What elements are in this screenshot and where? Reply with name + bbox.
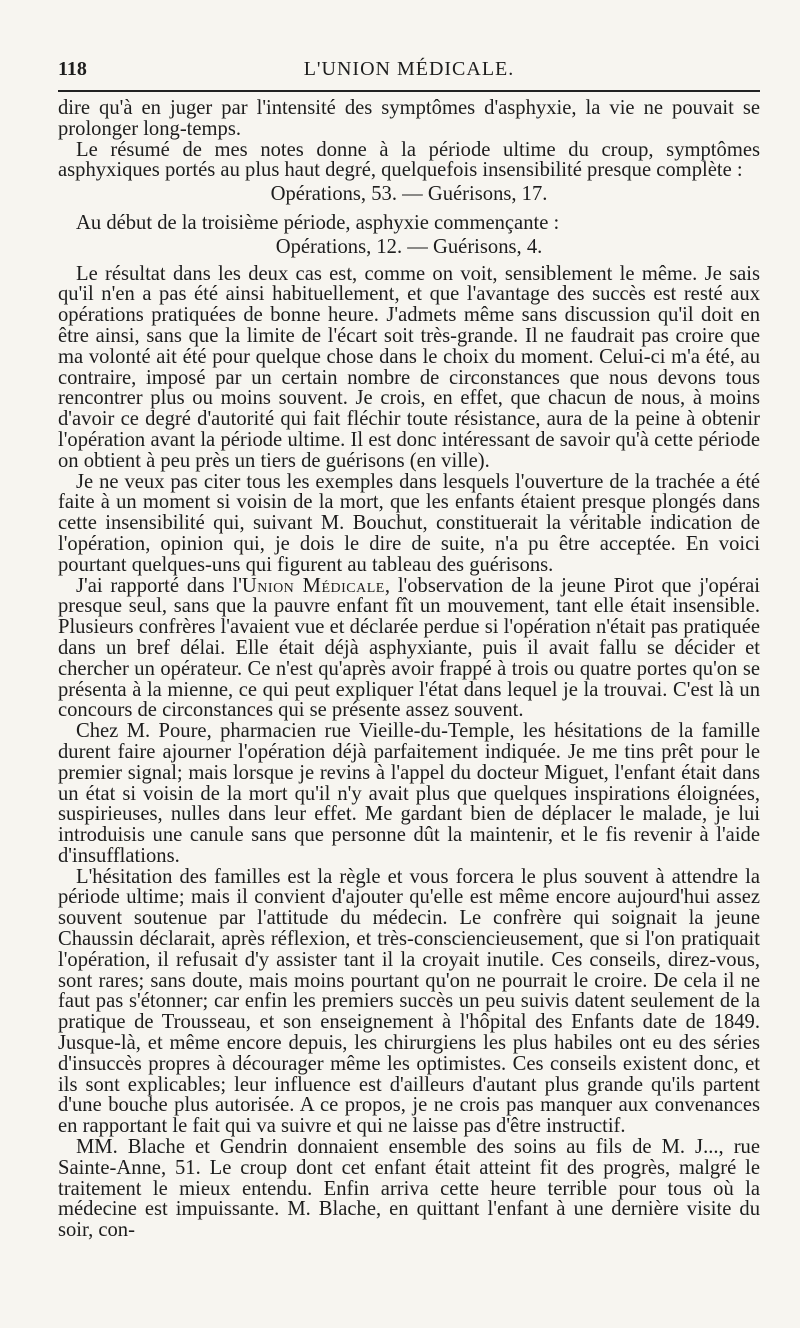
- paragraph-text: , l'observation de la jeune Pirot que j'opérai presque seul, sans que la pauvre enfant fît un mouvement, tant elle était insensible. Plusieurs confrères l'avaient vue et déclarée perdue si l'opération n'était pas pratiquée dans un bref délai. Elle était déjà asphyxiante, puis il avait fallu se décider et chercher un opérateur. Ce n'est qu'après avoir frappé à trois ou quatre portes qu'on se présenta à la mienne, ce qui peut expliquer l'état dans lequel je la trouvai. C'est là un concours de circonstances qui se présente assez souvent.: [58, 574, 760, 722]
- paragraph: MM. Blache et Gendrin donnaient ensemble des soins au fils de M. J..., rue Sainte-Anne, 51. Le croup dont cet enfant était atteint fit des progrès, malgré le traitement le mieux entendu. Enfin arriva cette heure terrible pour tous où la médecine est impuissante. M. Blache, en quittant l'enfant à une dernière visite du soir, con-: [58, 1136, 760, 1242]
- running-title: L'UNION MÉDICALE.: [303, 58, 515, 80]
- statistics-line: Opérations, 12. — Guérisons, 4.: [275, 235, 543, 258]
- paragraph: [58, 576, 760, 722]
- paragraph: Le résultat dans les deux cas est, comme on voit, sensiblement le même. Je sais qu'il n'en a pas été ainsi habituellement, et que l'avantage des succès est resté aux opérations pratiquées de bonne heure. J'admets même sans discussion qu'il doit en être ainsi, sans que la limite de l'écart soit très-grande. Il ne faudrait pas croire que ma volonté ait été pour quelque chose dans le choix du moment. Celui-ci m'a été, au contraire, imposé par un certain nombre de circonstances que nous devons tous rencontrer plus ou moins souvent. Je crois, en effet, que chacun de nous, à moins d'avoir ce degré d'autorité qui fait fléchir toute résistance, aura de la peine à obtenir l'opération avant la période ultime. Il est donc intéressant de savoir qu'à cette période on obtient à peu près un tiers de guérisons (en ville).: [58, 262, 760, 472]
- journal-name: Union Médicale: [241, 574, 385, 597]
- paragraph: Le résumé de mes notes donne à la période ultime du croup, symptômes asphyxiques portés au plus haut degré, quelquefois insensibilité presque complète :: [58, 138, 760, 182]
- paragraph: Je ne veux pas citer tous les exemples dans lesquels l'ouverture de la trachée a été faite à un moment si voisin de la mort, que les enfants étaient presque plongés dans cette insensibilité qui, suivant M. Bouchut, constituerait la véritable indication de l'opération, opinion qui, je dois le dire de suite, n'a pu être acceptée. En voici pourtant quelques-uns qui figurent au tableau des guérisons.: [58, 470, 760, 576]
- paragraph: L'hésitation des familles est la règle et vous forcera le plus souvent à attendre la période ultime; mais il convient d'ajouter qu'elle est même encore aujourd'hui assez souvent soutenue par l'attitude du médecin. Le confrère qui soignait la jeune Chaussin déclarait, après réflexion, et très-consciencieusement, que si l'on pratiquait l'opération, il refusait d'y assister tant il la croyait inutile. Ces conseils, direz-vous, sont rares; sans doute, mais moins pourtant qu'on ne pourrait le croire. De cela il ne faut pas s'étonner; car enfin les premiers succès un peu suivis datent seulement de la pratique de Trousseau, et son enseignement à l'hôpital des Enfants date de 1849. Jusque-là, et même encore depuis, les chirurgiens les plus habiles ont eu des séries d'insuccès propres à décourager même les optimistes. Ces conseils existent donc, et ils sont explicables; leur influence est d'ailleurs d'autant plus grande qu'ils partent d'une bouche plus autorisée. A ce propos, je ne crois pas manquer aux convenances en rapportant le fait qui va suivre et qui ne laisse pas d'être instructif.: [58, 865, 760, 1138]
- paragraph: Chez M. Poure, pharmacien rue Vieille-du-Temple, les hésitations de la famille durent faire ajourner l'opération déjà parfaitement indiquée. Je me tins prêt pour le premier signal; mais lorsque je revins à l'appel du docteur Miguet, l'enfant était dans un état si voisin de la mort qu'il n'y avait plus que quelques inspirations éloignées, suspirieuses, nulles dans leur effet. Me gardant bien de déplacer le malade, je lui introduisis une canule sans que personne dût la maintenir, et le fis revenir à l'aide d'insufflations.: [58, 720, 760, 867]
- statistics-line: Opérations, 53. — Guérisons, 17.: [270, 183, 548, 206]
- article-body: [58, 98, 760, 1241]
- page-header: [58, 50, 760, 90]
- header-rule: [58, 90, 760, 92]
- page-number: 118: [58, 58, 87, 80]
- paragraph-text: J'ai rapporté dans l': [76, 574, 242, 597]
- paragraph: Au début de la troisième période, asphyxie commençante :: [76, 211, 560, 234]
- paragraph: dire qu'à en juger par l'intensité des symptômes d'asphyxie, la vie ne pouvait se prolonger long-temps.: [58, 97, 760, 140]
